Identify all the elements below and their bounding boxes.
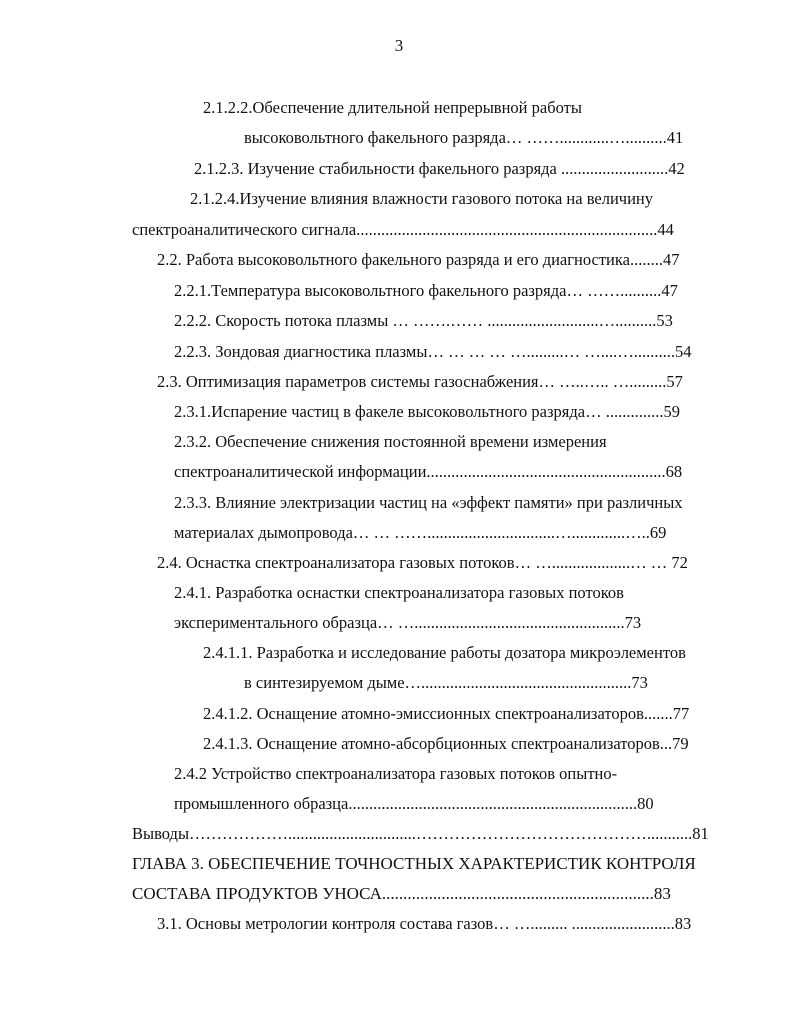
toc-line: 2.1.2.2.Обеспечение длительной непрерывной работы xyxy=(203,98,582,117)
toc-line: в синтезируемом дыме…...................................................73 xyxy=(244,673,648,692)
toc-line: 2.4.1. Разработка оснастки спектроанализатора газовых потоков xyxy=(174,583,624,602)
toc-line: 2.4.1.2. Оснащение атомно-эмиссионных спектроанализаторов.......77 xyxy=(203,704,690,723)
toc-line: 2.4.1.1. Разработка и исследование работы дозатора микроэлементов xyxy=(203,643,686,662)
toc-line: 2.3.2. Обеспечение снижения постоянной времени измерения xyxy=(174,432,607,451)
toc-line: 2.4.1.3. Оснащение атомно-абсорбционных спектроанализаторов...79 xyxy=(203,734,689,753)
toc-line: 2.2.3. Зондовая диагностика плазмы… … … … ….........… …....…..........54 xyxy=(174,342,692,361)
toc-line: 3.1. Основы метрологии контроля состава газов… …......... .........................83 xyxy=(157,914,692,933)
toc-line: 2.4. Оснастка спектроанализатора газовых потоков… …...................… … 72 xyxy=(157,553,688,572)
toc-line: 2.2.1.Температура высоковольтного факельного разряда… ……..........47 xyxy=(174,281,678,300)
toc-line: 2.3.3. Влияние электризации частиц на «эффект памяти» при различных xyxy=(174,493,683,512)
toc-chapter-heading: СОСТАВА ПРОДУКТОВ УНОСА................................................................83 xyxy=(132,884,671,903)
toc-line: экспериментального образца… …...................................................73 xyxy=(174,613,642,632)
toc-chapter-heading: ГЛАВА 3. ОБЕСПЕЧЕНИЕ ТОЧНОСТНЫХ ХАРАКТЕРИСТИК КОНТРОЛЯ xyxy=(132,854,696,873)
toc-line: промышленного образца......................................................................80 xyxy=(174,794,654,813)
toc-line: спектроаналитической информации..........................................................68 xyxy=(174,462,683,481)
toc-line: спектроаналитического сигнала.........................................................................44 xyxy=(132,220,674,239)
toc-line: Выводы………………...............................……………………………………...........81 xyxy=(132,824,709,843)
toc-line: высоковольтного факельного разряда… ……............…..........41 xyxy=(244,128,684,147)
toc-line: материалах дымопровода… … ……...............................….............…..69 xyxy=(174,523,667,542)
toc-line: 2.1.2.4.Изучение влияния влажности газового потока на величину xyxy=(190,189,653,208)
toc-line: 2.1.2.3. Изучение стабильности факельного разряда ..........................42 xyxy=(194,159,685,178)
toc-line: 2.4.2 Устройство спектроанализатора газовых потоков опытно- xyxy=(174,764,618,783)
page-number: 3 xyxy=(394,36,404,55)
toc-line: 2.3.1.Испарение частиц в факеле высоковольтного разряда… ..............59 xyxy=(174,402,680,421)
toc-line: 2.3. Оптимизация параметров системы газоснабжения… …..….. ….........57 xyxy=(157,372,683,391)
toc-line: 2.2.2. Скорость потока плазмы … …….…… ...........................…..........53 xyxy=(174,311,673,330)
toc-line: 2.2. Работа высоковольтного факельного разряда и его диагностика........47 xyxy=(157,250,680,269)
